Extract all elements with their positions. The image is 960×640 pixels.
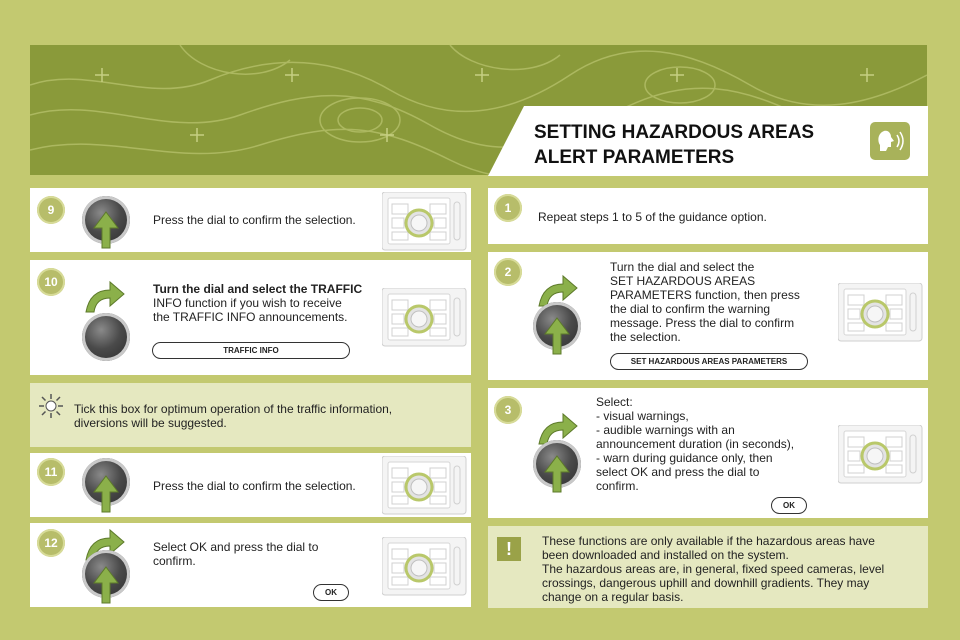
radio-unit-icon [382,456,468,516]
title-line-1: SETTING HAZARDOUS AREAS [534,122,815,143]
ok-label: OK [771,497,807,514]
radio-unit-icon [382,537,468,597]
warning-text: These functions are only available if the hazardous areas have been downloaded and installed on the system. The hazardous areas are, in general, fixed speed cameras, level crossings, dangerous uphill and downhill gradients. They may change on a regular basis. [542,534,885,604]
press-arrow-icon [541,316,573,356]
step-badge-1: 1 [494,194,522,222]
step-badge-12: 12 [37,529,65,557]
traffic-info-label: TRAFFIC INFO [152,342,350,359]
rotary-dial-icon [82,313,130,361]
step-badge-2: 2 [494,258,522,286]
press-arrow-icon [90,210,122,250]
set-hazardous-areas-label: SET HAZARDOUS AREAS PARAMETERS [610,353,808,370]
radio-unit-icon [382,288,468,348]
step-12-text: Select OK and press the dial to confirm. [153,540,319,568]
title-line-2: ALERT PARAMETERS [534,147,735,168]
page-title [534,120,814,170]
step-3-text: Select: - visual warnings, - audible warnings with an announcement duration (in seconds), - warn during guidance only, then select OK and press the dial to confirm. [596,395,795,493]
step-badge-9: 9 [37,196,65,224]
press-arrow-icon [90,474,122,514]
radio-unit-icon [838,425,924,485]
step-10-text-bold: Turn the dial and select the TRAFFIC [153,282,363,296]
press-arrow-icon [90,565,122,605]
tip-text: Tick this box for optimum operation of the traffic information, diversions will be suggested. [74,402,393,430]
step-9-text: Press the dial to confirm the selection. [153,213,356,227]
sun-tip-icon [38,393,64,419]
radio-unit-icon [838,283,924,343]
press-arrow-icon [541,454,573,494]
radio-unit-icon [382,192,468,252]
step-badge-3: 3 [494,396,522,424]
warning-icon: ! [497,537,521,561]
voice-guidance-icon [870,122,910,160]
step-badge-10: 10 [37,268,65,296]
step-11-text: Press the dial to confirm the selection. [153,479,356,493]
step-2-text: Turn the dial and select the SET HAZARDOUS AREAS PARAMETERS function, then press the dial to confirm the warning message. Press the dial to confirm the selection. [610,260,800,344]
step-1-text: Repeat steps 1 to 5 of the guidance option. [538,210,767,224]
step-10-text: INFO function if you wish to receive the TRAFFIC INFO announcements. [153,296,348,324]
turn-arrow-icon [82,280,126,314]
ok-label: OK [313,584,349,601]
step-badge-11: 11 [37,458,65,486]
